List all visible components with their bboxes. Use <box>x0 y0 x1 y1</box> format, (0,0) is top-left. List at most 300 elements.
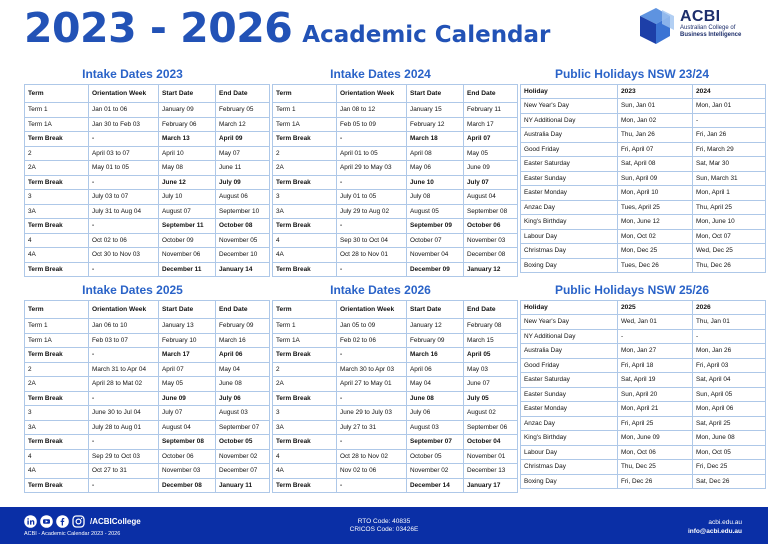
table-cell: Easter Monday <box>521 402 618 417</box>
table-cell: Fri, April 03 <box>693 358 766 373</box>
table-row <box>25 175 270 190</box>
table-row <box>273 406 518 421</box>
table-cell: Term Break <box>273 478 337 493</box>
table-cell: Term 1 <box>25 319 89 334</box>
table-cell: July 05 <box>464 391 518 406</box>
website-link[interactable]: acbi.edu.au <box>708 519 742 526</box>
table-cell: - <box>89 478 159 493</box>
table-cell: 4A <box>25 248 89 263</box>
table-cell: July 29 to Aug 02 <box>337 204 407 219</box>
table-cell: 3 <box>273 190 337 205</box>
table-cell: Mon, April 06 <box>693 402 766 417</box>
table-cell: July 27 to 31 <box>337 420 407 435</box>
table-cell: Easter Saturday <box>521 157 618 172</box>
table-row <box>25 161 270 176</box>
table-cell: October 09 <box>159 233 216 248</box>
table-cell: 3A <box>25 204 89 219</box>
table-row <box>521 128 766 143</box>
table-cell: April 06 <box>216 348 270 363</box>
table-row <box>273 146 518 161</box>
table-cell: October 06 <box>159 449 216 464</box>
table-cell: End Date <box>464 301 518 319</box>
table-cell: October 07 <box>407 233 464 248</box>
table-cell: August 07 <box>159 204 216 219</box>
table-cell: Christmas Day <box>521 244 618 259</box>
table-cell: Mon, June 10 <box>693 215 766 230</box>
table-cell: May 05 <box>159 377 216 392</box>
table-cell: Good Friday <box>521 142 618 157</box>
table-cell: Feb 02 to 06 <box>337 333 407 348</box>
table-cell: October 05 <box>216 435 270 450</box>
logo-cube-icon <box>634 6 678 48</box>
table-cell: - <box>337 478 407 493</box>
table-cell: Easter Monday <box>521 186 618 201</box>
table-cell: Mon, Jan 26 <box>693 344 766 359</box>
logo-name: ACBI <box>680 8 721 25</box>
table-row <box>273 262 518 277</box>
table-cell: July 06 <box>216 391 270 406</box>
table-cell: Term <box>25 301 89 319</box>
table-cell: Tues, April 25 <box>618 200 693 215</box>
table-cell: Holiday <box>521 85 618 99</box>
table-cell: Term 1A <box>25 333 89 348</box>
table-cell: Tues, Dec 26 <box>618 258 693 273</box>
social-handle[interactable]: /ACBICollege <box>90 517 141 526</box>
table-cell: June 09 <box>159 391 216 406</box>
youtube-icon[interactable] <box>40 515 53 528</box>
table-cell: June 07 <box>464 377 518 392</box>
table-cell: Thu, Jan 01 <box>693 315 766 330</box>
linkedin-icon[interactable] <box>24 515 37 528</box>
table-cell: Mon, Oct 05 <box>693 445 766 460</box>
table-cell: September 08 <box>159 435 216 450</box>
table-cell: Mon, April 10 <box>618 186 693 201</box>
table-cell: May 03 <box>464 362 518 377</box>
table-row <box>521 387 766 402</box>
table-row <box>521 416 766 431</box>
table-cell: Australia Day <box>521 128 618 143</box>
table-row <box>25 219 270 234</box>
table-cell: June 30 to Jul 04 <box>89 406 159 421</box>
table-cell: Term Break <box>25 175 89 190</box>
table-cell: Mon, April 21 <box>618 402 693 417</box>
table-cell: August 04 <box>159 420 216 435</box>
table-cell: Mon, Oct 06 <box>618 445 693 460</box>
table-row <box>521 460 766 475</box>
table-cell: Term Break <box>25 348 89 363</box>
table-cell: Start Date <box>159 85 216 103</box>
table-cell: Boxing Day <box>521 258 618 273</box>
table-cell: Sat, April 25 <box>693 416 766 431</box>
table-row <box>25 204 270 219</box>
table-cell: December 07 <box>216 464 270 479</box>
table-row <box>521 344 766 359</box>
table-cell: February 05 <box>216 103 270 118</box>
table-row <box>25 478 270 493</box>
table-cell: May 07 <box>216 146 270 161</box>
page-title: Academic Calendar <box>302 22 551 48</box>
table-cell: New Year's Day <box>521 315 618 330</box>
table-cell: Thu, Dec 26 <box>693 258 766 273</box>
table-cell: March 16 <box>407 348 464 363</box>
table-cell: November 05 <box>216 233 270 248</box>
table-cell: Term Break <box>273 175 337 190</box>
table-row <box>521 358 766 373</box>
table-cell: - <box>89 348 159 363</box>
table-row <box>273 478 518 493</box>
table-row <box>25 420 270 435</box>
table-cell: Nov 02 to 06 <box>337 464 407 479</box>
table-row <box>521 329 766 344</box>
table-cell: April 07 <box>159 362 216 377</box>
table-row <box>273 117 518 132</box>
table-cell: 4A <box>273 464 337 479</box>
table-cell: Easter Sunday <box>521 171 618 186</box>
holidays-2526-table <box>520 300 766 489</box>
table-row <box>521 431 766 446</box>
table-row <box>273 204 518 219</box>
table-cell: Start Date <box>407 85 464 103</box>
table-cell: November 01 <box>464 449 518 464</box>
table-cell: April 09 <box>216 132 270 147</box>
table-cell: November 03 <box>159 464 216 479</box>
table-row <box>521 373 766 388</box>
table-row <box>25 103 270 118</box>
table-cell: Wed, Dec 25 <box>693 244 766 259</box>
table-cell: December 09 <box>407 262 464 277</box>
table-cell: March 30 to Apr 03 <box>337 362 407 377</box>
table-cell: Sun, Jan 01 <box>618 99 693 114</box>
table-cell: Jan 05 to 09 <box>337 319 407 334</box>
intake-2026-table <box>272 300 518 493</box>
table-row <box>25 117 270 132</box>
table-row <box>25 391 270 406</box>
table-row <box>521 215 766 230</box>
table-cell: June 10 <box>407 175 464 190</box>
table-cell: 3 <box>25 406 89 421</box>
table-cell: December 13 <box>464 464 518 479</box>
table-cell: Fri, March 29 <box>693 142 766 157</box>
page-header <box>24 4 550 54</box>
table-cell: Oct 02 to 06 <box>89 233 159 248</box>
table-cell: 2023 <box>618 85 693 99</box>
table-row <box>25 333 270 348</box>
table-cell: Term Break <box>25 478 89 493</box>
table-cell: January 17 <box>464 478 518 493</box>
table-row <box>25 248 270 263</box>
table-cell: 4 <box>25 449 89 464</box>
table-cell: King's Birthday <box>521 215 618 230</box>
table-row <box>273 175 518 190</box>
table-cell: June 11 <box>216 161 270 176</box>
table-row <box>25 233 270 248</box>
table-cell: 2A <box>273 161 337 176</box>
table-cell: 2 <box>25 362 89 377</box>
table-cell: 3A <box>273 204 337 219</box>
table-cell: 2025 <box>618 301 693 315</box>
footer-codes <box>314 518 454 534</box>
table-cell: October 08 <box>216 219 270 234</box>
table-cell: February 11 <box>464 103 518 118</box>
table-cell: NY Additional Day <box>521 113 618 128</box>
table-cell: Feb 05 to 09 <box>337 117 407 132</box>
table-cell: August 06 <box>216 190 270 205</box>
table-cell: October 06 <box>464 219 518 234</box>
table-cell: Thu, Jan 26 <box>618 128 693 143</box>
table-row <box>273 377 518 392</box>
table-header-row <box>273 85 518 103</box>
table-cell: Term Break <box>273 391 337 406</box>
table-cell: January 09 <box>159 103 216 118</box>
table-row <box>273 362 518 377</box>
table-cell: April 28 to Mat 02 <box>89 377 159 392</box>
table-cell: - <box>337 262 407 277</box>
table-cell: September 09 <box>407 219 464 234</box>
table-header-row <box>521 301 766 315</box>
table-cell: July 07 <box>159 406 216 421</box>
holidays-2526-title: Public Holidays NSW 25/26 <box>554 283 710 297</box>
table-cell: April 08 <box>407 146 464 161</box>
table-row <box>273 391 518 406</box>
intake-2024-table <box>272 84 518 277</box>
table-row <box>25 406 270 421</box>
table-cell: Easter Sunday <box>521 387 618 402</box>
table-cell: - <box>89 132 159 147</box>
table-cell: - <box>693 329 766 344</box>
table-cell: 4A <box>25 464 89 479</box>
table-cell: 3 <box>273 406 337 421</box>
table-cell: May 04 <box>216 362 270 377</box>
footer-subtitle: ACBI - Academic Calendar 2023 - 2026 <box>24 531 121 537</box>
table-row <box>25 132 270 147</box>
table-row <box>521 200 766 215</box>
table-cell: Term Break <box>25 391 89 406</box>
table-cell: 3 <box>25 190 89 205</box>
table-cell: Mon, June 12 <box>618 215 693 230</box>
table-header-row <box>25 85 270 103</box>
table-cell: September 07 <box>407 435 464 450</box>
table-cell: February 06 <box>159 117 216 132</box>
table-cell: June 29 to July 03 <box>337 406 407 421</box>
table-cell: May 01 to 05 <box>89 161 159 176</box>
table-cell: September 11 <box>159 219 216 234</box>
table-cell: 4 <box>273 449 337 464</box>
holidays-2324-title: Public Holidays NSW 23/24 <box>554 67 710 81</box>
table-cell: - <box>618 329 693 344</box>
intake-2025-title: Intake Dates 2025 <box>82 283 183 297</box>
table-cell: - <box>89 219 159 234</box>
table-row <box>521 186 766 201</box>
table-cell: 2 <box>273 146 337 161</box>
table-cell: May 06 <box>407 161 464 176</box>
table-cell: 2024 <box>693 85 766 99</box>
table-cell: January 15 <box>407 103 464 118</box>
email-link[interactable]: info@acbi.edu.au <box>687 528 742 535</box>
table-cell: Start Date <box>407 301 464 319</box>
table-row <box>521 445 766 460</box>
table-cell: April 29 to May 03 <box>337 161 407 176</box>
table-cell: Term <box>273 301 337 319</box>
table-row <box>25 377 270 392</box>
logo-line-2: Business Intelligence <box>680 32 742 38</box>
table-cell: November 02 <box>216 449 270 464</box>
table-row <box>25 262 270 277</box>
table-cell: Term 1 <box>25 103 89 118</box>
table-cell: Fri, April 25 <box>618 416 693 431</box>
table-row <box>521 113 766 128</box>
table-cell: 4 <box>25 233 89 248</box>
social-links <box>24 515 141 528</box>
table-cell: August 04 <box>464 190 518 205</box>
table-cell: September 07 <box>216 420 270 435</box>
facebook-icon[interactable] <box>56 515 69 528</box>
table-cell: December 11 <box>159 262 216 277</box>
table-cell: 2A <box>25 161 89 176</box>
table-cell: Jan 06 to 10 <box>89 319 159 334</box>
table-cell: Term Break <box>273 262 337 277</box>
footer <box>0 507 768 544</box>
intake-2026-title: Intake Dates 2026 <box>330 283 431 297</box>
cricos-code: CRICOS Code: 03426E <box>349 526 419 533</box>
table-cell: September 08 <box>464 204 518 219</box>
table-cell: Term Break <box>25 262 89 277</box>
table-cell: Sat, Mar 30 <box>693 157 766 172</box>
table-cell: - <box>89 262 159 277</box>
table-cell: December 08 <box>159 478 216 493</box>
table-cell: Thu, April 25 <box>693 200 766 215</box>
table-cell: - <box>89 391 159 406</box>
table-cell: Term <box>273 85 337 103</box>
table-cell: 2 <box>273 362 337 377</box>
table-row <box>273 161 518 176</box>
table-cell: June 12 <box>159 175 216 190</box>
table-cell: Orientation Week <box>89 301 159 319</box>
table-cell: Wed, Jan 01 <box>618 315 693 330</box>
table-cell: April 01 to 05 <box>337 146 407 161</box>
table-row <box>521 315 766 330</box>
table-cell: - <box>337 219 407 234</box>
rto-code: RTO Code: 40835 <box>357 518 411 525</box>
table-cell: July 01 to 05 <box>337 190 407 205</box>
table-cell: February 09 <box>216 319 270 334</box>
table-cell: Orientation Week <box>337 301 407 319</box>
table-row <box>521 258 766 273</box>
table-cell: July 07 <box>464 175 518 190</box>
table-cell: Term <box>25 85 89 103</box>
table-row <box>521 142 766 157</box>
table-cell: October 05 <box>407 449 464 464</box>
table-cell: Mon, Oct 02 <box>618 229 693 244</box>
table-row <box>273 348 518 363</box>
table-cell: July 10 <box>159 190 216 205</box>
table-cell: September 10 <box>216 204 270 219</box>
intake-2023-title: Intake Dates 2023 <box>82 67 183 81</box>
table-cell: - <box>337 132 407 147</box>
table-cell: - <box>693 113 766 128</box>
table-cell: Term Break <box>273 132 337 147</box>
table-cell: March 16 <box>216 333 270 348</box>
table-cell: April 10 <box>159 146 216 161</box>
table-row <box>273 420 518 435</box>
table-cell: Good Friday <box>521 358 618 373</box>
table-row <box>273 248 518 263</box>
table-cell: 2 <box>25 146 89 161</box>
table-cell: March 31 to Apr 04 <box>89 362 159 377</box>
table-cell: April 27 to May 01 <box>337 377 407 392</box>
table-cell: March 12 <box>216 117 270 132</box>
intake-2025-table <box>24 300 270 493</box>
table-cell: November 06 <box>159 248 216 263</box>
table-cell: Sun, April 20 <box>618 387 693 402</box>
table-cell: End Date <box>216 301 270 319</box>
table-cell: July 31 to Aug 04 <box>89 204 159 219</box>
table-cell: March 17 <box>464 117 518 132</box>
table-cell: Anzac Day <box>521 200 618 215</box>
table-cell: July 09 <box>216 175 270 190</box>
table-cell: Oct 28 to Nov 01 <box>337 248 407 263</box>
logo-line-1: Australian College of <box>680 25 736 31</box>
table-cell: Holiday <box>521 301 618 315</box>
table-row <box>25 319 270 334</box>
table-cell: Fri, April 18 <box>618 358 693 373</box>
table-cell: March 18 <box>407 132 464 147</box>
table-header-row <box>521 85 766 99</box>
table-cell: Mon, Dec 25 <box>618 244 693 259</box>
table-cell: March 13 <box>159 132 216 147</box>
acbi-logo <box>634 6 744 50</box>
table-row <box>273 464 518 479</box>
table-row <box>521 99 766 114</box>
table-row <box>273 132 518 147</box>
table-row <box>521 474 766 489</box>
table-cell: August 03 <box>407 420 464 435</box>
table-cell: - <box>89 435 159 450</box>
table-row <box>273 319 518 334</box>
table-cell: 3A <box>273 420 337 435</box>
table-cell: Sat, Dec 26 <box>693 474 766 489</box>
table-header-row <box>273 301 518 319</box>
table-cell: Term 1A <box>25 117 89 132</box>
table-cell: - <box>337 348 407 363</box>
table-row <box>273 233 518 248</box>
table-row <box>25 464 270 479</box>
table-cell: May 04 <box>407 377 464 392</box>
table-cell: April 06 <box>407 362 464 377</box>
table-cell: Fri, Dec 26 <box>618 474 693 489</box>
table-cell: Fri, Jan 26 <box>693 128 766 143</box>
table-row <box>273 103 518 118</box>
table-row <box>25 190 270 205</box>
table-cell: Fri, Dec 25 <box>693 460 766 475</box>
table-cell: Term 1A <box>273 333 337 348</box>
table-row <box>25 362 270 377</box>
table-cell: January 12 <box>407 319 464 334</box>
instagram-icon[interactable] <box>72 515 85 528</box>
table-cell: - <box>89 175 159 190</box>
table-cell: Labour Day <box>521 445 618 460</box>
table-cell: New Year's Day <box>521 99 618 114</box>
table-cell: Mon, Jan 01 <box>693 99 766 114</box>
table-cell: Sat, April 19 <box>618 373 693 388</box>
table-cell: Mon, Jan 27 <box>618 344 693 359</box>
table-cell: October 04 <box>464 435 518 450</box>
table-cell: April 03 to 07 <box>89 146 159 161</box>
table-cell: End Date <box>464 85 518 103</box>
table-cell: September 06 <box>464 420 518 435</box>
table-cell: November 03 <box>464 233 518 248</box>
table-row <box>521 244 766 259</box>
table-cell: Mon, June 08 <box>693 431 766 446</box>
